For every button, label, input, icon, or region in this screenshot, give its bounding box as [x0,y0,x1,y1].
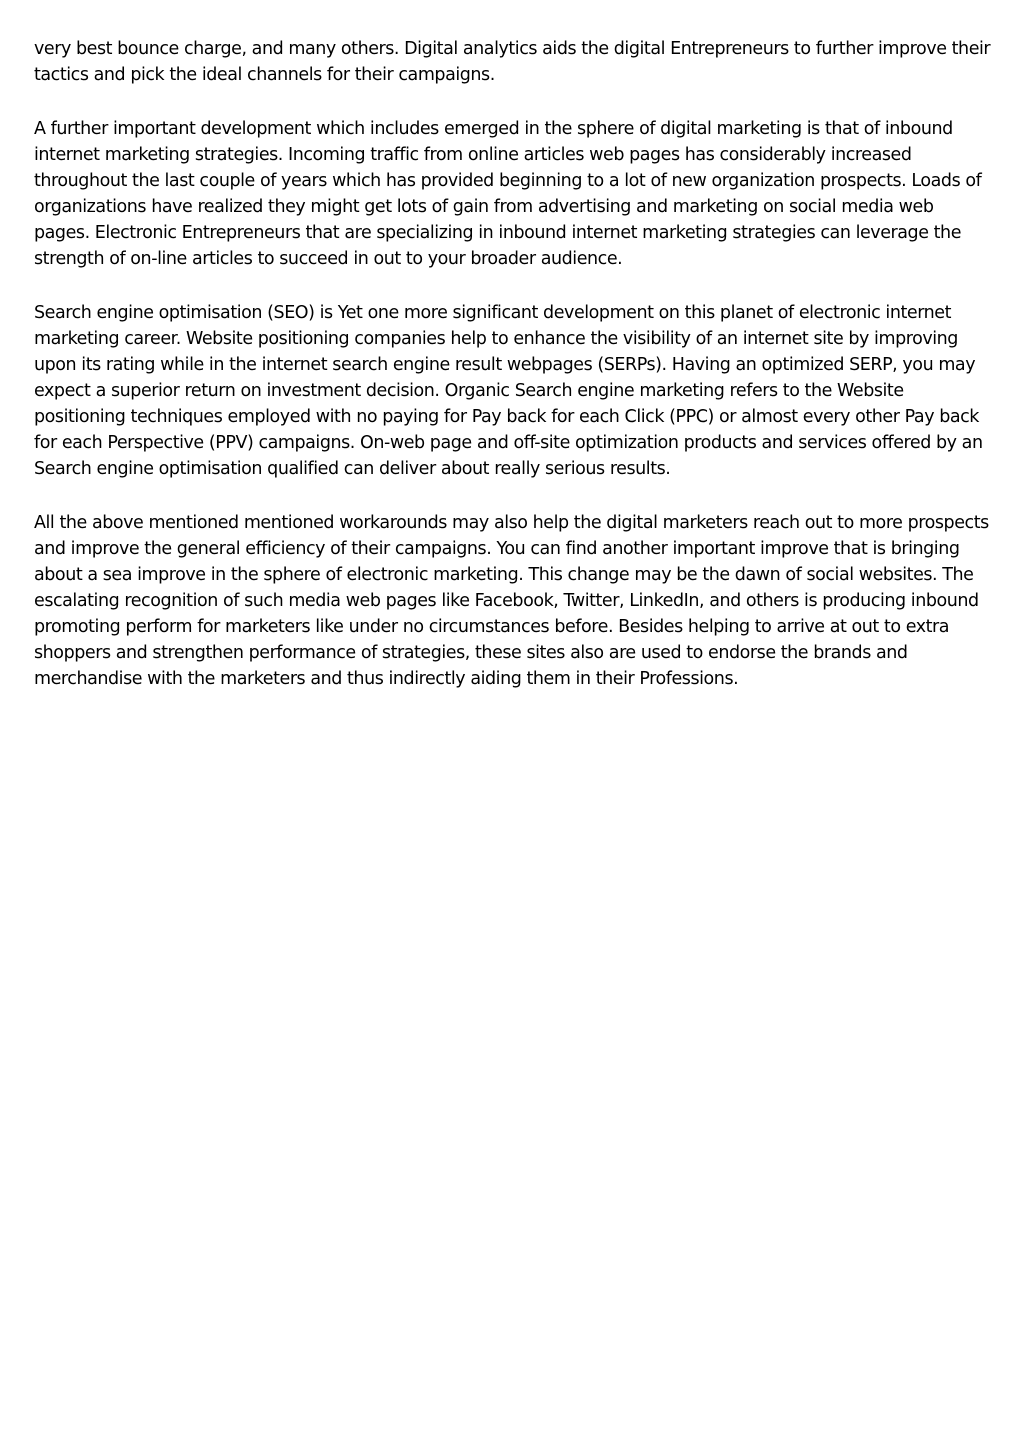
paragraph-3: Search engine optimisation (SEO) is Yet one more significant development on this planet of electronic internet marketing career. Website positioning companies help to enhance the visibility of an internet site by improving upon its rating while in the internet search engine result webpages (SERPs). Having an optimized SERP, you may expect a superior return on investment decision. Organic Search engine marketing refers to the Website positioning techniques employed with no paying for Pay back for each Click (PPC) or almost every other Pay back for each Perspective (PPV) campaigns. On-web page and off-site optimization products and services offered by an Search engine optimisation qualified can deliver about really serious results. [34,303,983,479]
document-body [34,36,994,720]
paragraph-2: A further important development which includes emerged in the sphere of digital marketing is that of inbound internet marketing strategies. Incoming traffic from online articles web pages has considerably increased throughout the last couple of years which has provided beginning to a lot of new organization prospects. Loads of organizations have realized they might get lots of gain from advertising and marketing on social media web pages. Electronic Entrepreneurs that are specializing in inbound internet marketing strategies can leverage the strength of on-line articles to succeed in out to your broader audience. [34,119,982,269]
paragraph-4: All the above mentioned mentioned workarounds may also help the digital marketers reach out to more prospects and improve the general efficiency of their campaigns. You can find another important improve that is bringing about a sea improve in the sphere of electronic marketing. This change may be the dawn of social websites. The escalating recognition of such media web pages like Facebook, Twitter, LinkedIn, and others is producing inbound promoting perform for marketers like under no circumstances before. Besides helping to arrive at out to extra shoppers and strengthen performance of strategies, these sites also are used to endorse the brands and merchandise with the marketers and thus indirectly aiding them in their Professions. [34,513,989,689]
paragraph-1: very best bounce charge, and many others. Digital analytics aids the digital Entrepreneurs to further improve their tactics and pick the ideal channels for their campaigns. [34,39,991,85]
